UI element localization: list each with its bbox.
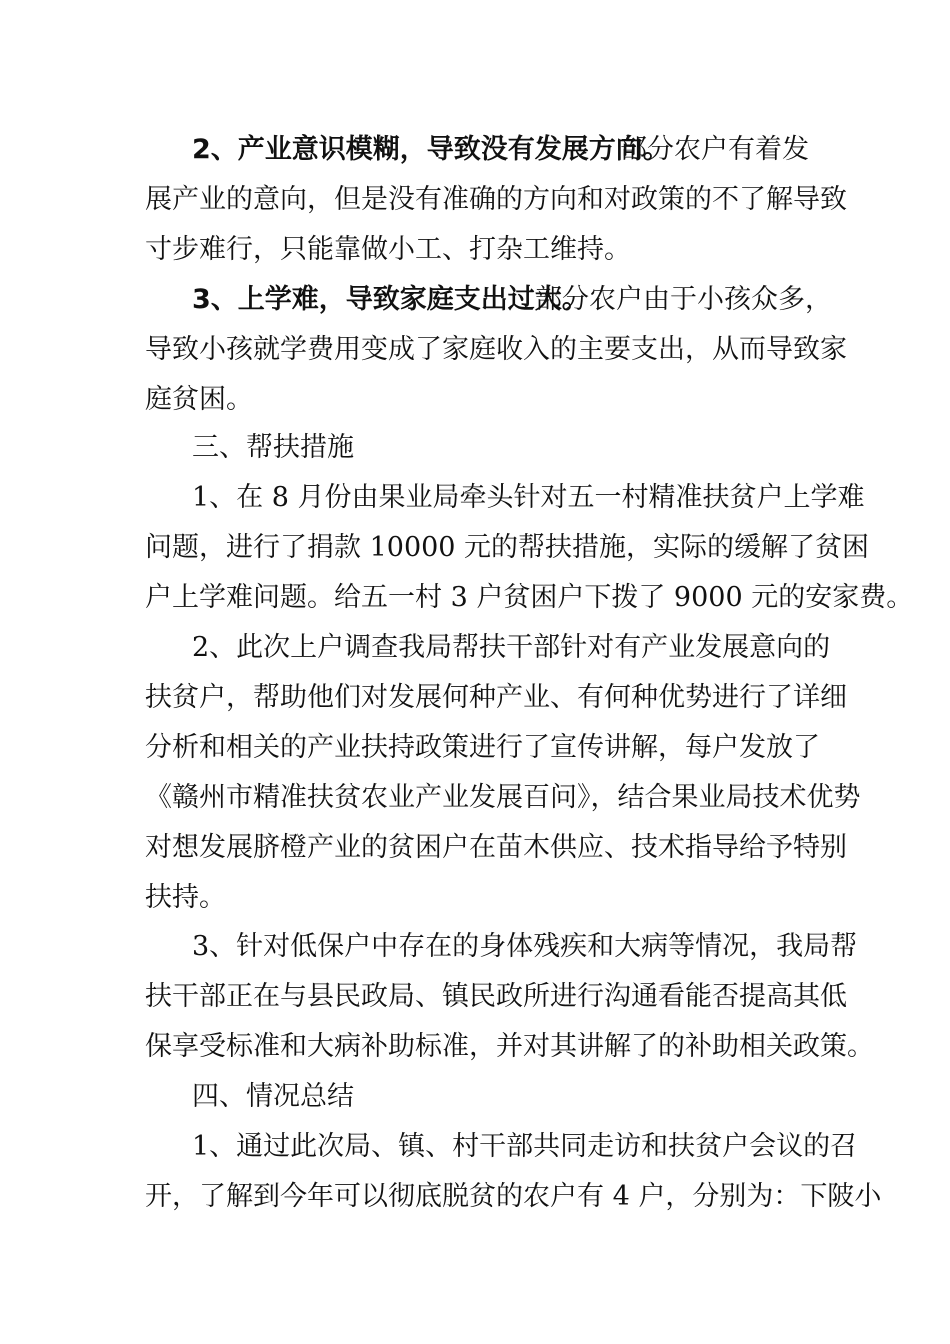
paragraph-line [0,275,950,325]
paragraph-line [0,972,950,1022]
paragraph-line [0,375,950,425]
body-text: 扶干部正在与县民政局、镇民政所进行沟通看能否提高其低 [145,981,847,1012]
body-text: 导致小孩就学费用变成了家庭收入的主要支出，从而导致家 [145,334,847,365]
paragraph-line [0,773,950,823]
body-text: 1、在 8 月份由果业局牵头针对五一村精准扶贫户上学难 [192,482,865,513]
body-text: 庭贫困。 [145,384,253,415]
section-heading [0,1072,950,1122]
section-heading [0,423,950,473]
body-text: 《赣州市精准扶贫农业产业发展百问》，结合果业局技术优势 [145,782,861,813]
body-text: 分析和相关的产业扶持政策进行了宣传讲解，每户发放了 [145,732,820,763]
body-text: 户上学难问题。给五一村 3 户贫困户下拨了 9000 元的安家费。 [145,582,914,613]
body-text: 部分农户有着发 [620,134,809,165]
paragraph-line [0,1122,950,1172]
body-text: 扶持。 [145,882,226,913]
section-heading-text: 三、帮扶措施 [192,432,354,463]
bold-lead-text: 3、上学难，导致家庭支出过大。 [192,284,589,315]
body-text: 扶贫户，帮助他们对发展何种产业、有何种优势进行了详细 [145,682,847,713]
paragraph-line [0,225,950,275]
paragraph-line [0,673,950,723]
body-text: 1、通过此次局、镇、村干部共同走访和扶贫户会议的召 [192,1131,858,1162]
section-heading-text: 四、情况总结 [192,1081,354,1112]
paragraph-line [0,623,950,673]
body-text: 寸步难行，只能靠做小工、打杂工维持。 [145,234,631,265]
body-text: 3、针对低保户中存在的身体残疾和大病等情况，我局帮 [192,931,858,962]
body-text: 2、此次上户调查我局帮扶干部针对有产业发展意向的 [192,632,831,663]
body-text: 保享受标准和大病补助标准，并对其讲解了的补助相关政策。 [145,1031,874,1062]
paragraph-line [0,823,950,873]
paragraph-line [0,473,950,523]
body-text: 部分农户由于小孩众多， [535,284,832,315]
body-text: 对想发展脐橙产业的贫困户在苗木供应、技术指导给予特别 [145,832,847,863]
paragraph-line [0,1022,950,1072]
body-text: 问题，进行了捐款 10000 元的帮扶措施，实际的缓解了贫困 [145,532,870,563]
body-text: 展产业的意向，但是没有准确的方向和对政策的不了解导致 [145,184,847,215]
paragraph-line [0,922,950,972]
paragraph-line [0,175,950,225]
paragraph-line [0,325,950,375]
paragraph-line [0,873,950,923]
body-text: 开，了解到今年可以彻底脱贫的农户有 4 户，分别为：下陂小 [145,1181,882,1212]
paragraph-line [0,723,950,773]
paragraph-line [0,523,950,573]
paragraph-line [0,125,950,175]
paragraph-line [0,573,950,623]
bold-lead-text: 2、产业意识模糊，导致没有发展方向。 [192,134,670,165]
paragraph-line [0,1172,950,1222]
